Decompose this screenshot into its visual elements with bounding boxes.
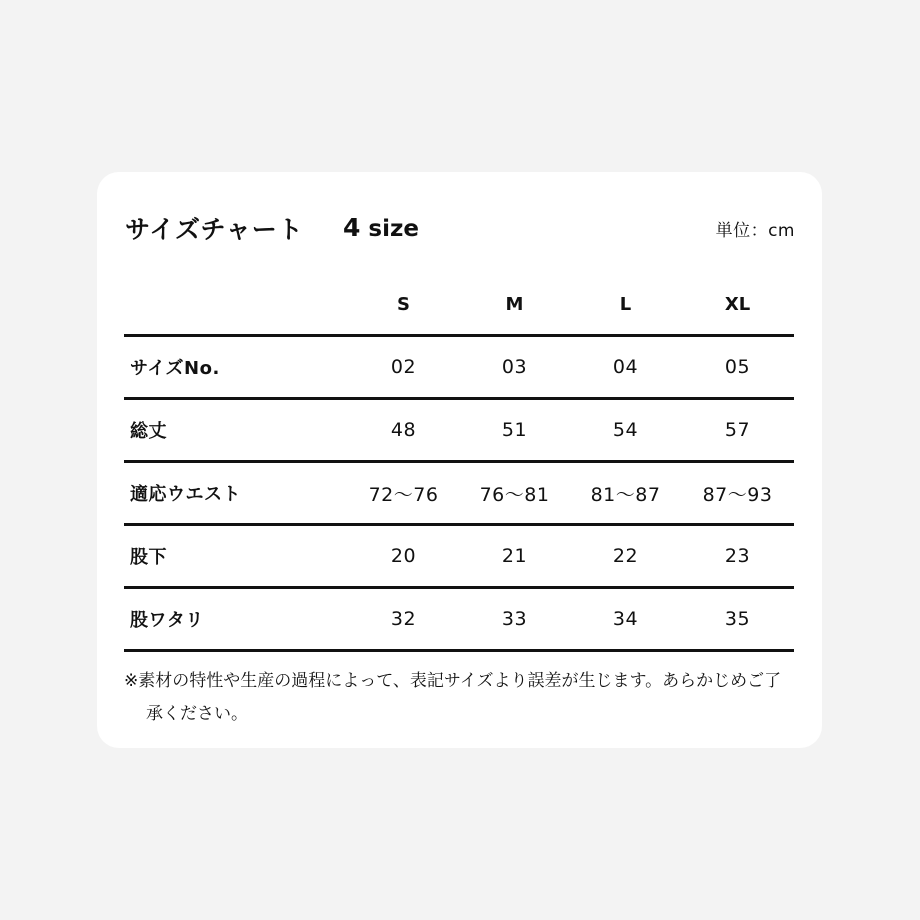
table-row [124, 588, 794, 651]
disclaimer-note: ※素材の特性や生産の過程によって、表記サイズより誤差が生じます。あらかじめご了承ください。 [124, 671, 782, 724]
table-row [124, 525, 794, 588]
table-cell: 22 [570, 525, 681, 588]
table-cell: 33 [459, 588, 570, 651]
unit-label: 単位：cm [715, 221, 795, 241]
table-cell: 57 [681, 399, 794, 462]
column-header-l: L [570, 275, 681, 336]
table-row [124, 399, 794, 462]
row-label: 股下 [124, 525, 348, 588]
column-header-m: M [459, 275, 570, 336]
row-label: 総丈 [124, 399, 348, 462]
table-cell: 03 [459, 336, 570, 399]
row-label: 適応ウエスト [124, 462, 348, 525]
table-cell: 02 [348, 336, 459, 399]
size-chart-card [97, 172, 822, 748]
table-cell: 32 [348, 588, 459, 651]
chart-title: サイズチャート [125, 215, 304, 244]
size-count-word: size [368, 216, 419, 242]
size-count [343, 213, 419, 242]
table-cell: 76〜81 [459, 462, 570, 525]
table-cell: 23 [681, 525, 794, 588]
table-cell: 54 [570, 399, 681, 462]
table-cell: 34 [570, 588, 681, 651]
row-label: 股ワタリ [124, 588, 348, 651]
table-row [124, 336, 794, 399]
column-header-s: S [348, 275, 459, 336]
size-count-number: 4 [343, 213, 361, 242]
table-cell: 87〜93 [681, 462, 794, 525]
table-cell: 51 [459, 399, 570, 462]
table-cell: 21 [459, 525, 570, 588]
table-cell: 35 [681, 588, 794, 651]
table-cell: 72〜76 [348, 462, 459, 525]
row-label: サイズNo. [124, 336, 348, 399]
table-cell: 04 [570, 336, 681, 399]
table-cell: 81〜87 [570, 462, 681, 525]
table-cell: 20 [348, 525, 459, 588]
header-corner [124, 275, 348, 336]
size-table [124, 275, 794, 652]
table-row [124, 462, 794, 525]
table-cell: 05 [681, 336, 794, 399]
table-cell: 48 [348, 399, 459, 462]
column-header-xl: XL [681, 275, 794, 336]
header-row [124, 275, 794, 336]
